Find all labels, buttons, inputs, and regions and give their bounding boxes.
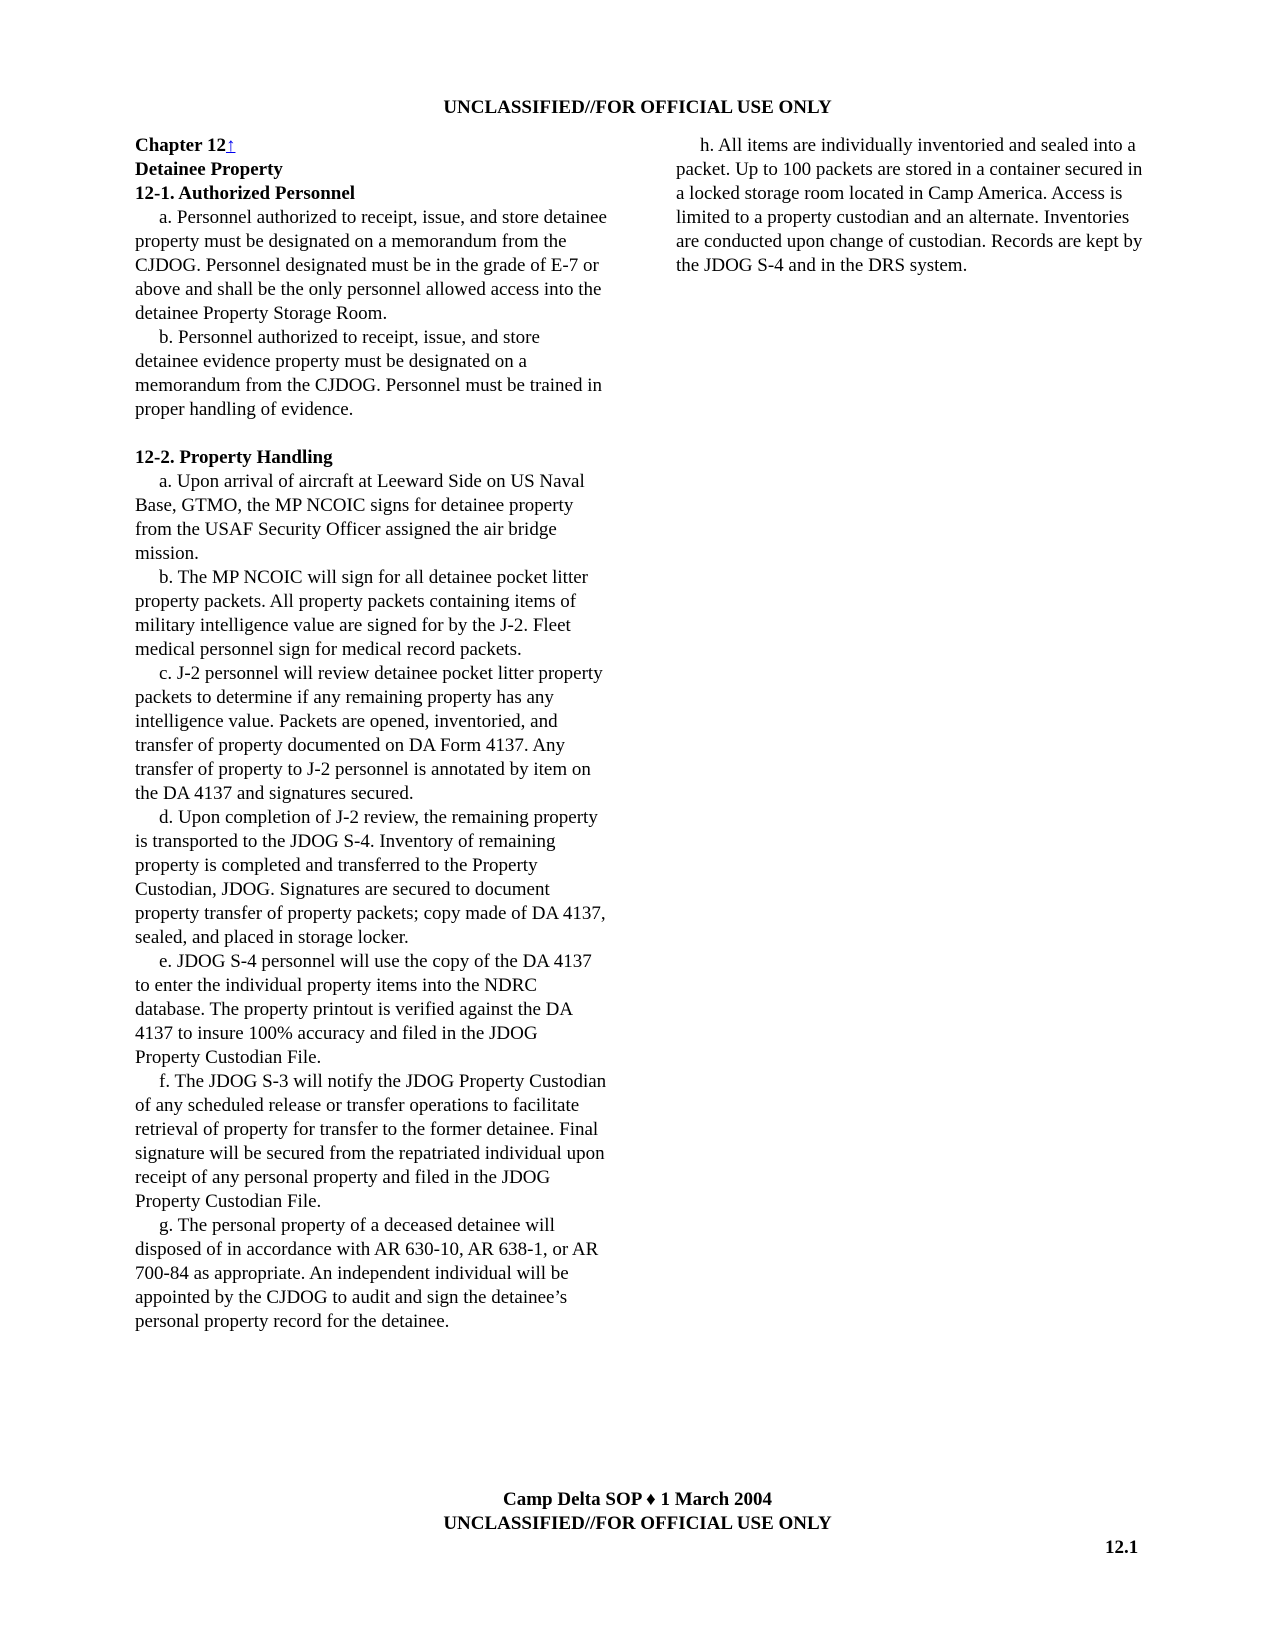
paragraph-12-2-e: e. JDOG S-4 personnel will use the copy of the DA 4137 to enter the individual property items into the NDRC database. The property printout is verified against the DA 4137 to insure 100% accuracy and filed in the JDOG Property Custodian File. <box>135 951 592 1068</box>
footer <box>0 1488 1275 1536</box>
paragraph-12-2-a: a. Upon arrival of aircraft at Leeward Side on US Naval Base, GTMO, the MP NCOIC signs for detainee property from the USAF Security Officer assigned the air bridge mission. <box>135 471 585 564</box>
chapter-title: Detainee Property <box>135 159 283 180</box>
paragraph-12-2-g: g. The personal property of a deceased detainee will disposed of in accordance with AR 630-10, AR 638-1, or AR 700-84 as appropriate. An independent individual will be appointed by the CJDOG to audit and sign the detainee’s personal property record for the detainee. <box>135 1215 599 1332</box>
paragraph-12-2-b: b. The MP NCOIC will sign for all detainee pocket litter property packets. All property packets containing items of military intelligence value are signed for by the J-2. Fleet medical personnel sign for medical record packets. <box>135 567 589 660</box>
section-heading-authorized-personnel: 12-1. Authorized Personnel <box>135 183 356 204</box>
left-column <box>135 134 607 1334</box>
chapter-label-line <box>135 134 607 158</box>
page-number: 12.1 <box>1105 1537 1139 1558</box>
header-classification: UNCLASSIFIED//FOR OFFICIAL USE ONLY <box>443 97 832 118</box>
footer-document-line: Camp Delta SOP ♦ 1 March 2004 <box>503 1489 772 1510</box>
paragraph-12-2-f: f. The JDOG S-3 will notify the JDOG Property Custodian of any scheduled release or transfer operations to facilitate retrieval of property for transfer to the former detainee. Final signature will be secured from the repatriated individual upon receipt of any personal property and filed in the JDOG Property Custodian File. <box>135 1071 607 1212</box>
paragraph-12-2-h: h. All items are individually inventoried and sealed into a packet. Up to 100 packets are stored in a container secured in a locked storage room located in Camp America. Access is limited to a property custodian and an alternate. Inventories are conducted upon change of custodian. Records are kept by the JDOG S-4 and in the DRS system. <box>676 135 1143 276</box>
footer-classification: UNCLASSIFIED//FOR OFFICIAL USE ONLY <box>443 1513 832 1534</box>
paragraph-12-1-a: a. Personnel authorized to receipt, issue, and store detainee property must be designated on a memorandum from the CJDOG. Personnel designated must be in the grade of E-7 or above and shall be the only personnel allowed access into the detainee Property Storage Room. <box>135 207 607 324</box>
section-spacer <box>135 422 607 446</box>
paragraph-12-2-d: d. Upon completion of J-2 review, the remaining property is transported to the JDOG S-4. Inventory of remaining property is completed and transferred to the Property Custodian, JDOG. Signatures are secured to document property transfer of property packets; copy made of DA 4137, sealed, and placed in storage locker. <box>135 807 606 948</box>
right-column <box>676 134 1148 278</box>
paragraph-12-1-b: b. Personnel authorized to receipt, issue, and store detainee evidence property must be designated on a memorandum from the CJDOG. Personnel must be trained in proper handling of evidence. <box>135 327 603 420</box>
up-arrow-link[interactable]: ↑ <box>225 135 236 156</box>
section-heading-property-handling: 12-2. Property Handling <box>135 447 333 468</box>
paragraph-12-2-c: c. J-2 personnel will review detainee pocket litter property packets to determine if any remaining property has any intelligence value. Packets are opened, inventoried, and transfer of property documented on DA Form 4137. Any transfer of property to J-2 personnel is annotated by item on the DA 4137 and signatures secured. <box>135 663 603 804</box>
chapter-label: Chapter 12 <box>135 135 226 156</box>
